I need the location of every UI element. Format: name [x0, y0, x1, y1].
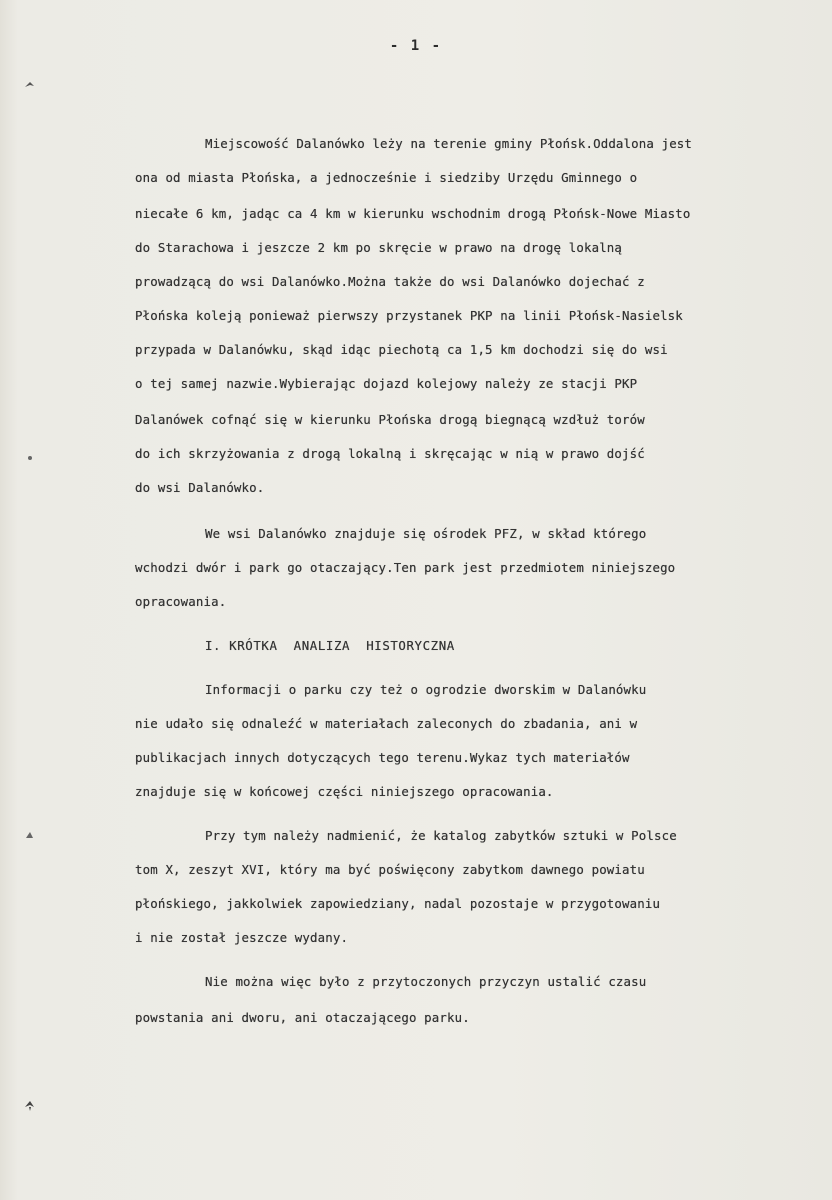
text-line: Miejscowość Dalanówko leży na terenie gminy Płońsk.Oddalona jest	[205, 136, 693, 151]
text-line: publikacjach innych dotyczących tego terenu.Wykaz tych materiałów	[135, 750, 630, 765]
text-line: Informacji o parku czy też o ogrodzie dworskim w Dalanówku	[205, 682, 647, 697]
text-line: tom X, zeszyt XVI, który ma być poświęcony zabytkom dawnego powiatu	[135, 862, 645, 877]
punch-hole-mark-icon	[24, 1100, 36, 1112]
page-number: - 1 -	[389, 38, 443, 54]
text-line: Nie można więc było z przytoczonych przyczyn ustalić czasu	[205, 974, 647, 989]
text-line: znajduje się w końcowej części niniejszego opracowania.	[135, 784, 554, 799]
text-line: Przy tym należy nadmienić, że katalog zabytków sztuki w Polsce	[205, 828, 677, 843]
text-line: nie udało się odnaleźć w materiałach zaleconych do zbadania, ani w	[135, 716, 638, 731]
text-line: płońskiego, jakkolwiek zapowiedziany, nadal pozostaje w przygotowaniu	[135, 896, 661, 911]
punch-hole-mark-icon	[24, 80, 36, 92]
text-line: opracowania.	[135, 594, 227, 609]
text-line: o tej samej nazwie.Wybierając dojazd kolejowy należy ze stacji PKP	[135, 376, 638, 391]
text-line: do wsi Dalanówko.	[135, 480, 265, 495]
text-line: niecałe 6 km, jadąc ca 4 km w kierunku wschodnim drogą Płońsk-Nowe Miasto	[135, 206, 691, 221]
punch-hole-mark-icon	[24, 830, 36, 842]
section-heading: I. KRÓTKA ANALIZA HISTORYCZNA	[205, 638, 455, 653]
text-line: prowadzącą do wsi Dalanówko.Można także do wsi Dalanówko dojechać z	[135, 274, 645, 289]
text-line: ona od miasta Płońska, a jednocześnie i siedziby Urzędu Gminnego o	[135, 170, 638, 185]
text-line: i nie został jeszcze wydany.	[135, 930, 349, 945]
punch-hole-mark-icon	[24, 452, 36, 464]
text-line: Dalanówek cofnąć się w kierunku Płońska drogą biegnącą wzdłuż torów	[135, 412, 645, 427]
text-line: Płońska koleją ponieważ pierwszy przystanek PKP na linii Płońsk-Nasielsk	[135, 308, 683, 323]
text-line: wchodzi dwór i park go otaczający.Ten park jest przedmiotem niniejszego	[135, 560, 676, 575]
text-line: We wsi Dalanówko znajduje się ośrodek PFZ, w skład którego	[205, 526, 647, 541]
text-line: do ich skrzyżowania z drogą lokalną i skręcając w nią w prawo dojść	[135, 446, 645, 461]
text-line: przypada w Dalanówku, skąd idąc piechotą ca 1,5 km dochodzi się do wsi	[135, 342, 668, 357]
text-line: powstania ani dworu, ani otaczającego parku.	[135, 1010, 470, 1025]
text-line: do Starachowa i jeszcze 2 km po skręcie w prawo na drogę lokalną	[135, 240, 623, 255]
